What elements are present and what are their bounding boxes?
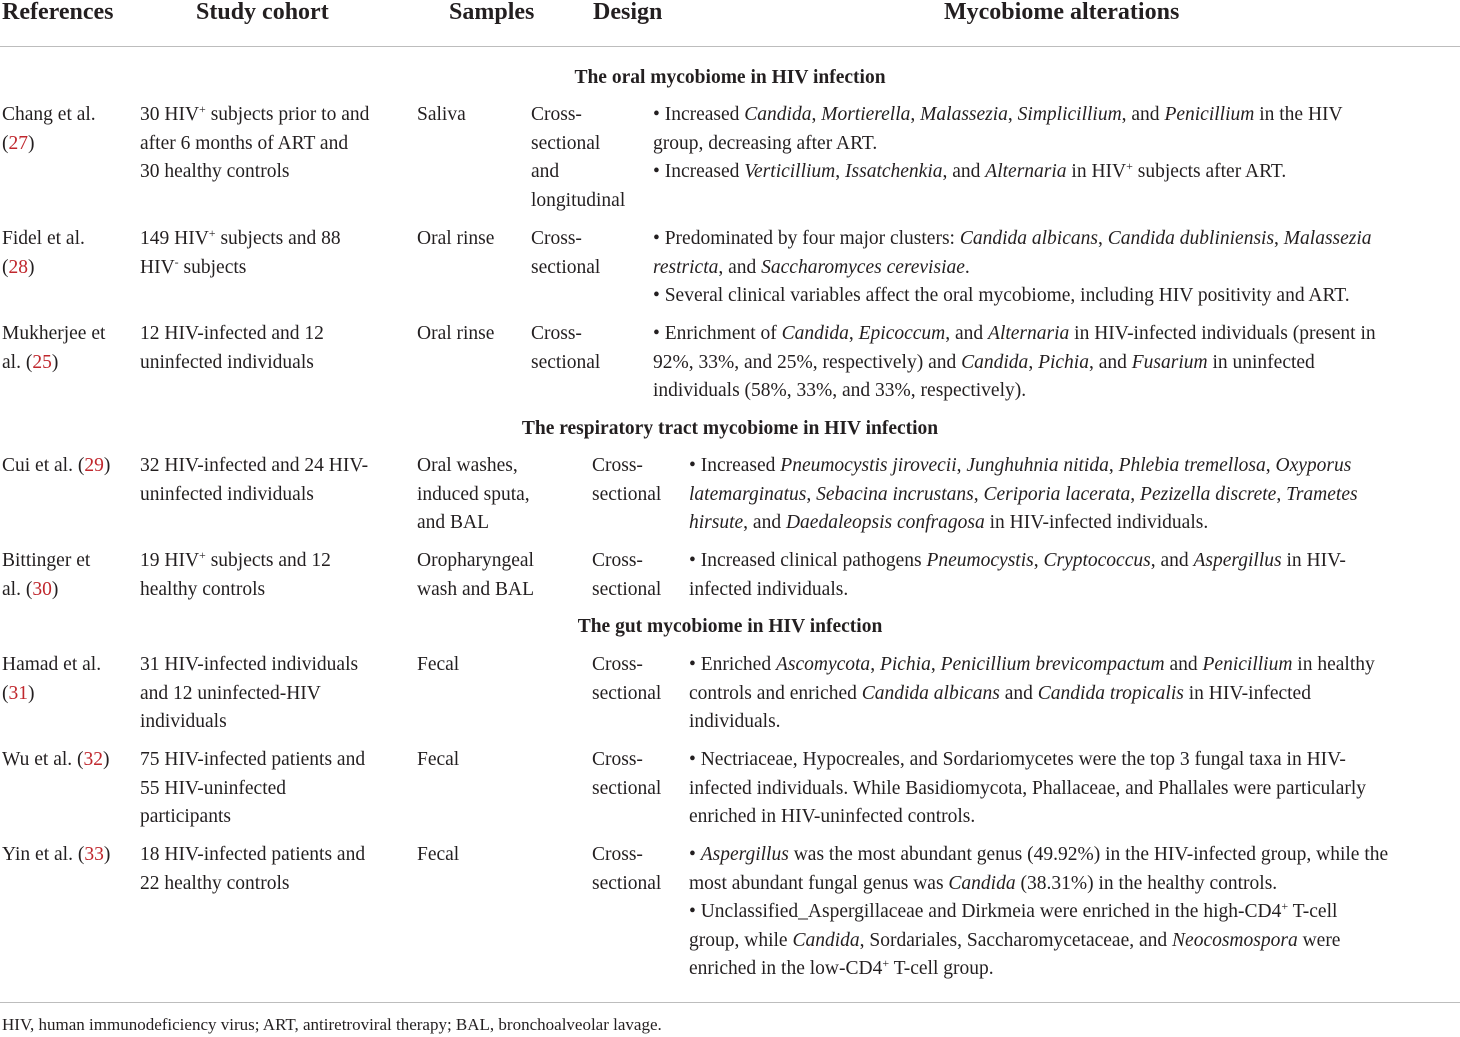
alterations-cell: • Enriched Ascomycota, Pichia, Penicillium brevicompactum and Penicillium in healthy controls and enriched Candida albicans and Candida tropicalis in HIV-infected individuals.: [689, 654, 1375, 732]
reference-author: Cui et al.: [2, 455, 73, 476]
cohort-cell: 18 HIV-infected patients and 22 healthy controls: [140, 844, 366, 894]
design-cell: Cross- sectional: [592, 455, 662, 505]
footer-divider: [0, 1002, 1460, 1003]
design-cell: Cross- sectional: [531, 228, 601, 278]
header-samples: Samples: [449, 0, 535, 25]
samples-cell: Oral rinse: [417, 228, 495, 249]
reference-cell: Mukherjee et al. (25): [2, 323, 106, 373]
alterations-cell: • Increased Candida, Mortierella, Malassezia, Simplicillium, and Penicillium in the HIV group, decreasing after ART. • Increased Verticillium, Issatchenkia, and Alternaria in HIV+ subjects after ART.: [653, 104, 1343, 182]
section-heading-oral: The oral mycobiome in HIV infection: [574, 67, 886, 88]
reference-author: Hamad et al.: [2, 654, 102, 675]
samples-cell: Oropharyngeal wash and BAL: [417, 550, 534, 600]
reference-cell: Fidel et al. (28): [2, 228, 85, 278]
reference-author: Yin et al.: [2, 844, 73, 865]
design-cell: Cross- sectional and longitudinal: [531, 104, 626, 211]
samples-cell: Fecal: [417, 749, 460, 770]
cohort-cell: 75 HIV-infected patients and 55 HIV-uninfected participants: [140, 749, 366, 827]
header-divider: [0, 46, 1460, 47]
header-design: Design: [593, 0, 663, 25]
cohort-cell: 19 HIV+ subjects and 12 healthy controls: [140, 548, 331, 600]
reference-cell: Yin et al. (33): [2, 844, 111, 865]
samples-cell: Oral washes, induced sputa, and BAL: [417, 455, 530, 533]
reference-link[interactable]: 29: [84, 455, 104, 476]
samples-cell: Fecal: [417, 654, 460, 675]
alterations-cell: • Increased Pneumocystis jirovecii, Junghuhnia nitida, Phlebia tremellosa, Oxyporus latemarginatus, Sebacina incrustans, Ceriporia lacerata, Pezizella discrete, Trametes hirsute, and Daedaleopsis confragosa in HIV-infected individuals.: [689, 455, 1358, 533]
samples-cell: Fecal: [417, 844, 460, 865]
cohort-cell: 30 HIV+ subjects prior to and after 6 months of ART and 30 healthy controls: [140, 102, 370, 182]
samples-cell: Saliva: [417, 104, 466, 125]
reference-cell: Bittinger et al. (30): [2, 550, 91, 600]
header-study-cohort: Study cohort: [196, 0, 329, 25]
section-heading-respiratory: The respiratory tract mycobiome in HIV infection: [521, 418, 939, 439]
design-cell: Cross- sectional: [531, 323, 601, 373]
cohort-cell: 149 HIV+ subjects and 88 HIV- subjects: [140, 226, 341, 278]
header-references: References: [2, 0, 114, 25]
design-cell: Cross- sectional: [592, 844, 662, 894]
reference-link[interactable]: 31: [8, 682, 28, 704]
alterations-cell: • Predominated by four major clusters: Candida albicans, Candida dubliniensis, Malassezia restricta, and Saccharomyces cerevisiae. • Several clinical variables affect the oral mycobiome, including HIV positivity and ART.: [653, 228, 1372, 306]
cohort-cell: 12 HIV-infected and 12 uninfected individuals: [140, 323, 324, 373]
design-cell: Cross- sectional: [592, 550, 662, 600]
samples-cell: Oral rinse: [417, 323, 495, 344]
design-cell: Cross- sectional: [592, 749, 662, 799]
alterations-cell: • Nectriaceae, Hypocreales, and Sordariomycetes were the top 3 fungal taxa in HIV- infected individuals. While Basidiomycota, Phallaceae, and Phallales were particularly enriched in HIV-uninfected controls.: [689, 749, 1367, 827]
reference-link[interactable]: 28: [8, 256, 28, 278]
alterations-cell: • Aspergillus was the most abundant genus (49.92%) in the HIV-infected group, while the most abundant fungal genus was Candida (38.31%) in the healthy controls. • Unclassified_Aspergillaceae and Dirkmeia were enriched in the high-CD4+ T-cell group, while Candida, Sordariales, Saccharomycetaceae, and Neocosmospora were enriched in the low-CD4+ T-cell group.: [689, 844, 1389, 979]
alterations-cell: • Enrichment of Candida, Epicoccum, and Alternaria in HIV-infected individuals (present in 92%, 33%, and 25%, respectively) and Candida, Pichia, and Fusarium in uninfected individuals (58%, 33%, and 33%, respectively).: [653, 323, 1376, 401]
reference-link[interactable]: 25: [32, 351, 52, 373]
reference-link[interactable]: 27: [8, 132, 28, 154]
reference-author: Fidel et al.: [2, 228, 85, 249]
reference-link[interactable]: 32: [83, 749, 104, 770]
reference-cell: Hamad et al. (31): [2, 654, 102, 704]
section-heading-gut: The gut mycobiome in HIV infection: [577, 616, 883, 637]
reference-link[interactable]: 30: [32, 578, 52, 600]
alterations-cell: • Increased clinical pathogens Pneumocystis, Cryptococcus, and Aspergillus in HIV- infected individuals.: [689, 550, 1346, 600]
cohort-cell: 32 HIV-infected and 24 HIV- uninfected individuals: [140, 455, 369, 505]
cohort-cell: 31 HIV-infected individuals and 12 uninfected-HIV individuals: [140, 654, 359, 732]
reference-cell: Cui et al. (29): [2, 455, 111, 476]
reference-cell: Wu et al. (32): [2, 749, 110, 770]
reference-cell: Chang et al. (27): [2, 104, 96, 154]
header-mycobiome-alterations: Mycobiome alterations: [944, 0, 1180, 25]
reference-link[interactable]: 33: [84, 844, 104, 865]
reference-author: Wu et al.: [2, 749, 73, 770]
design-cell: Cross- sectional: [592, 654, 662, 704]
table-footnote: HIV, human immunodeficiency virus; ART, antiretroviral therapy; BAL, bronchoalveolar lavage.: [2, 1015, 662, 1034]
reference-author: Chang et al.: [2, 104, 96, 125]
